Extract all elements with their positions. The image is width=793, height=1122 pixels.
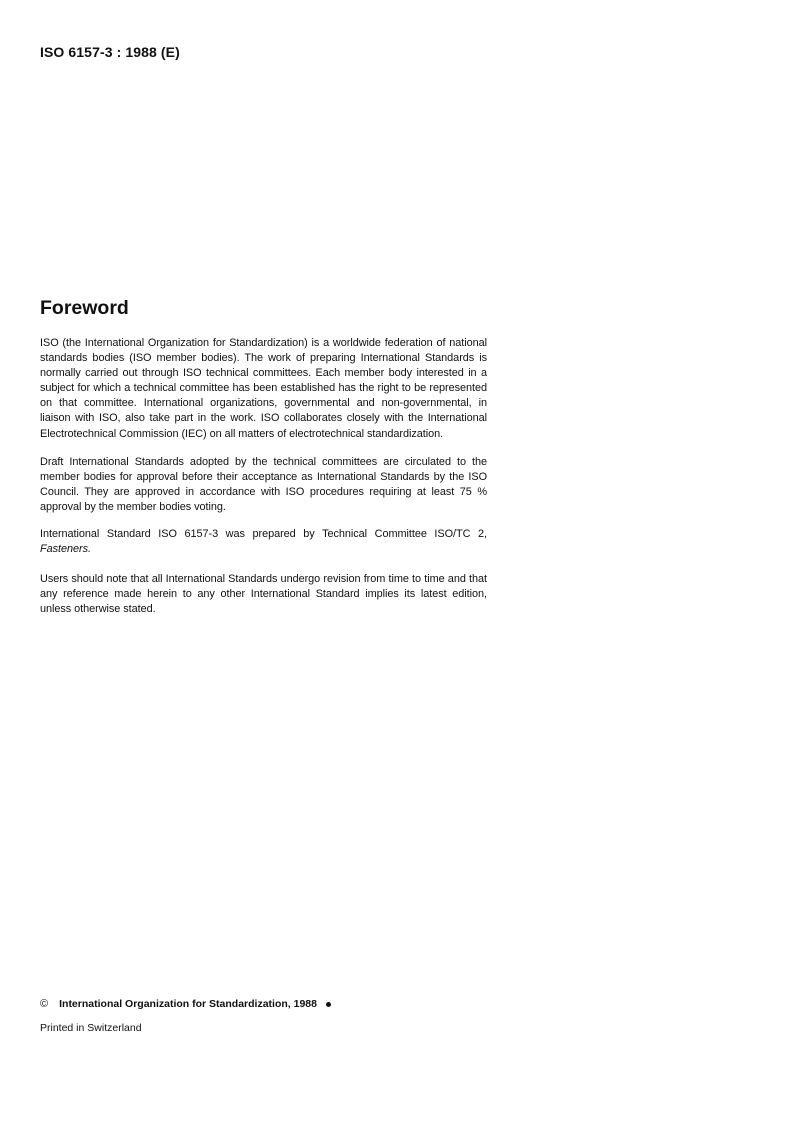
bullet-dot-icon	[326, 1002, 331, 1007]
foreword-body	[40, 336, 487, 632]
copyright-text: International Organization for Standardization, 1988	[59, 998, 317, 1010]
prepared-by-text: International Standard ISO 6157-3 was prepared by Technical Committee ISO/TC 2,	[40, 528, 487, 541]
document-header: ISO 6157-3 : 1988 (E)	[40, 44, 180, 60]
foreword-paragraph: Users should note that all International Standards undergo revision from time to time and that any reference made herein to any other International Standard implies its latest edition, unless otherwise stated.	[40, 573, 487, 616]
foreword-paragraph-prepared-by	[40, 527, 487, 557]
committee-name: Fasteners.	[40, 543, 91, 556]
foreword-paragraph: ISO (the International Organization for Standardization) is a worldwide federation of national standards bodies (ISO member bodies). The work of preparing International Standards is normally carried out through ISO technical committees. Each member body interested in a subject for which a technical committee has been established has the right to be represented on that committee. International organizations, governmental and non-governmental, in liaison with ISO, also take part in the work. ISO collaborates closely with the International Electrotechnical Commission (IEC) on all matters of electrotechnical standardization.	[40, 337, 487, 440]
copyright-icon: ©	[40, 998, 49, 1010]
foreword-paragraph: Draft International Standards adopted by the technical committees are circulated to the member bodies for approval before their acceptance as International Standards by the ISO Council. They are approved in accordance with ISO procedures requiring at least 75 % approval by the member bodies voting.	[40, 455, 487, 513]
foreword-title: Foreword	[40, 297, 129, 319]
printed-location: Printed in Switzerland	[40, 1022, 142, 1034]
copyright-line	[40, 998, 331, 1010]
